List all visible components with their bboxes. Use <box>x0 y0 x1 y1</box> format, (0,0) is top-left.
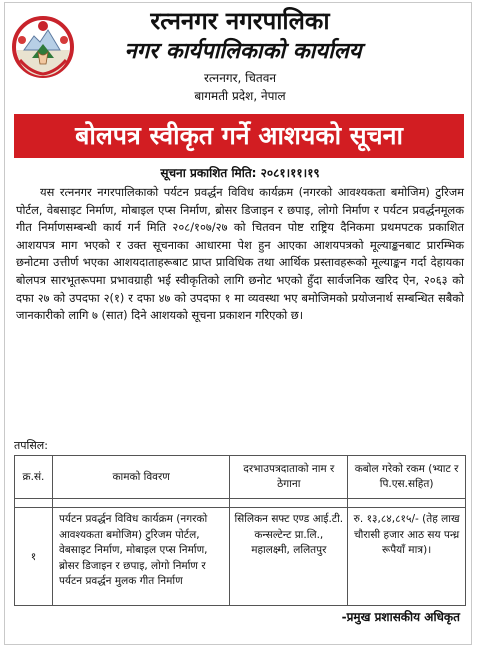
header-work: कामको विवरण <box>52 456 229 499</box>
header-bidder: दरभाउपत्रदाताको नाम र ठेगाना <box>230 456 348 499</box>
header-amount: कबोल गरेको रकम (भ्याट र पि.एस.सहित) <box>348 456 466 499</box>
cell-work: पर्यटन प्रवर्द्धन विविध कार्यक्रम (नगरको आवश्यकता बमोजिम) टुरिजम पोर्टल, वेबसाइट निर्माण, मोबाइल एप्स निर्माण, ब्रोसर डिजाइन र छपाइ, लोगो निर्माण र पर्यटन प्रवर्द्धन मुलक गीत निर्माण <box>52 508 229 606</box>
cell-sn: १ <box>15 508 53 606</box>
table-caption: तपसिल: <box>14 439 48 452</box>
notice-body: यस रत्ननगर नगरपालिकाको पर्यटन प्रवर्द्धन विविध कार्यक्रम (नगरको आवश्यकता बमोजिम) टुरिजम पोर्टल, वेबसाइट निर्माण, मोबाइल एप्स निर्माण, ब्रोसर डिजाइन र छपाइ, लोगो निर्माण र पर्यटन प्रवर्द्धनमूलक गीत निर्माणसम्बन्धी कार्य गर्न मिति २०८/१०७/२७ को चितवन पोष्ट राष्ट्रिय दैनिकमा प्रथमपटक प्रकाशित आशयपत्र माग भएको र उक्त सूचनाका आधारमा पेश हुन आएका आशयपत्रको मूल्याङ्कनबाट प्रारम्भिक छनोटमा उत्तीर्ण भएका आशयदाताहरूबाट प्राप्त प्राविधिक तथा आर्थिक प्रस्तावहरूको मूल्याङ्कन गर्दा देहायका बोलपत्र सारभूतरूपमा प्रभावग्राही भई स्वीकृतिको लागि छनोट भएको हुँदा सार्वजनिक खरिद ऐन, २०६३ को दफा २७ को उपदफा २(१) र दफा ४७ को उपदफा १ मा व्यवस्था भए बमोजिमको प्रयोजनार्थ सम्बन्धित सबैको जानकारीको लागि ७ (सात) दिने आशयको सूचना प्रकाशन गरिएको छ। <box>16 185 464 323</box>
publication-date: सूचना प्रकाशित मिति: २०८१।११।१९ <box>160 166 320 180</box>
table-header-row <box>15 456 466 499</box>
location-line: रत्ननगर, चितवन <box>203 71 277 85</box>
notice-banner: बोलपत्र स्वीकृत गर्ने आशयको सूचना <box>14 114 464 158</box>
municipality-title: रत्ननगर नगरपालिका <box>150 7 330 35</box>
office-title: नगर कार्यपालिकाको कार्यालय <box>124 39 362 64</box>
table-row <box>15 508 466 606</box>
cell-amount: रु. १३,८४,८१५/- (तेह लाख चौरासी हजार आठ सय पन्ध्र रूपैयाँ मात्र)। <box>348 508 466 606</box>
header-sn: क्र.सं. <box>15 456 53 499</box>
nepal-government-emblem-icon <box>10 14 76 78</box>
cell-bidder: सिलिकन सफ्ट एण्ड आई.टी. कन्सल्टेन्ट प्रा.लि., महालक्ष्मी, ललितपुर <box>230 508 348 606</box>
bid-table <box>14 455 466 606</box>
province-line: बागमती प्रदेश, नेपाल <box>194 89 286 103</box>
table-spacer-row <box>15 499 466 508</box>
signatory-title: -प्रमुख प्रशासकीय अधिकृत <box>341 610 460 624</box>
